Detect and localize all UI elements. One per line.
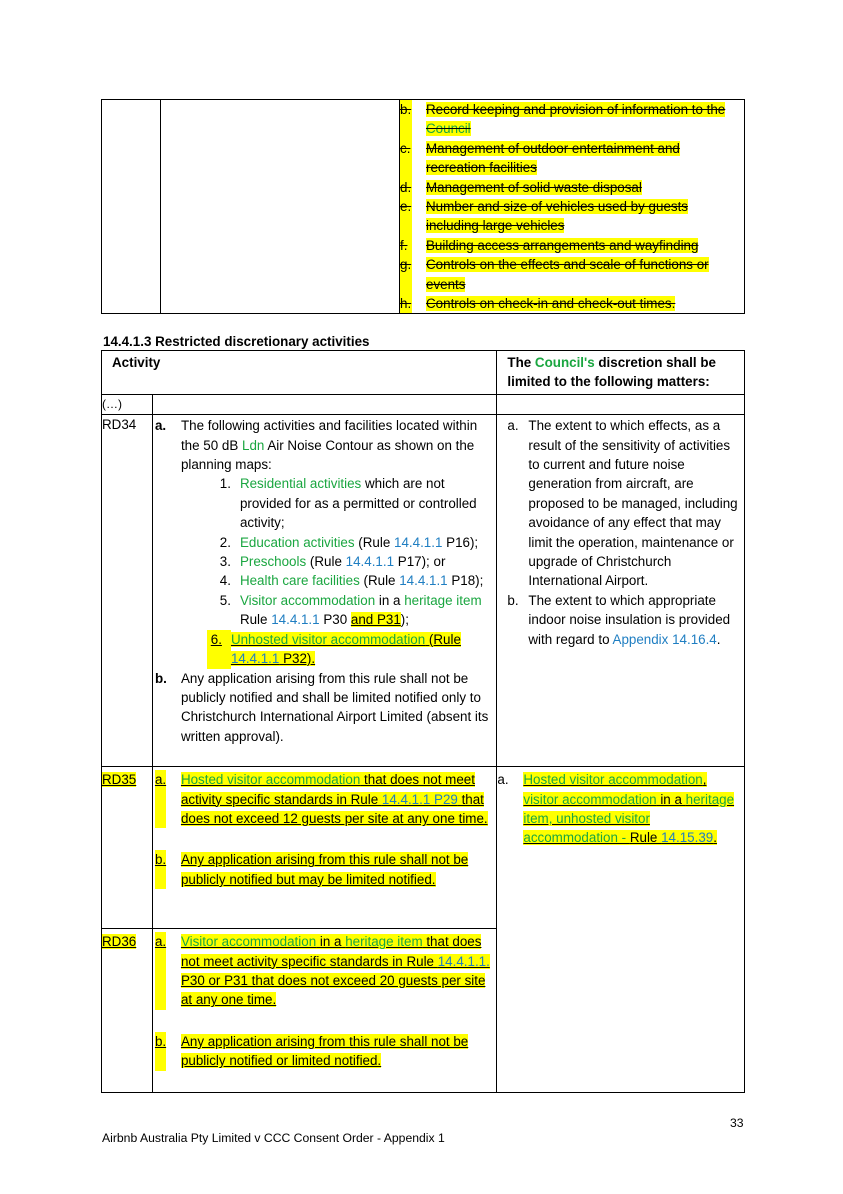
inserted-text: .: [713, 830, 717, 846]
term-ldn[interactable]: Ldn: [242, 437, 265, 453]
inserted-text: in a: [316, 934, 346, 950]
struck-item-marker: h.: [400, 294, 426, 313]
sub-text: in a: [375, 592, 405, 608]
inserted-text: Rule: [629, 830, 662, 846]
rd36-b-marker: b.: [155, 1032, 181, 1071]
header-activity-cell: [102, 351, 497, 395]
header-discretion-text: The: [507, 355, 535, 370]
top-table-activity-cell: [161, 100, 400, 314]
rd35-item-a: [155, 770, 492, 828]
term-residential-activities[interactable]: Residential activities: [239, 476, 362, 492]
sub-text: (Rule: [359, 573, 400, 589]
sub-number: 4.: [219, 573, 231, 589]
term-hosted-visitor-accommodation[interactable]: Hosted visitor accommodation: [180, 772, 361, 788]
struck-item-marker: d.: [400, 178, 426, 197]
inserted-text: ,: [702, 772, 707, 788]
struck-item-marker: f.: [400, 236, 426, 255]
term-visitor-accommodation[interactable]: Visitor accommodation: [180, 934, 317, 950]
struck-item-text: Building access arrangements and wayfinding: [426, 237, 699, 253]
term-health-care-facilities[interactable]: Health care facilities: [239, 573, 360, 589]
rd35-matters-cell: [497, 767, 745, 1093]
sub-text: P17); or: [394, 554, 446, 570]
rd34-b-text: Any application arising from this rule shall not be publicly notified and shall be limited notified only to Christchurch International Airport Limited (absent its written approval).: [180, 670, 489, 744]
rd34-sub-4: [181, 571, 492, 590]
sub-text: Rule: [239, 612, 272, 628]
struck-item: [400, 236, 734, 255]
rd36-activity-cell: [152, 929, 496, 1093]
struck-item: [400, 178, 734, 197]
rd35-item-b: [155, 850, 492, 889]
rule-link[interactable]: 14.4.1.1 P29: [381, 791, 458, 807]
sub-number: 1.: [219, 476, 231, 492]
sub-number: 6.: [181, 630, 231, 669]
header-discretion-text-2: discretion shall be limited to the following matters:: [507, 355, 716, 390]
ellipsis-cell: [102, 394, 153, 414]
rule-code: [102, 767, 153, 929]
rd34-item-a: [155, 416, 492, 474]
rd34-sub-5: [181, 591, 492, 630]
top-table: [101, 99, 745, 314]
term-council[interactable]: Council: [426, 121, 471, 137]
term-hosted-visitor-accommodation[interactable]: Hosted visitor accommodation: [523, 772, 703, 788]
rd34-matter-a: [507, 416, 738, 591]
struck-item-marker: g.: [400, 255, 426, 294]
rd34-code: RD34: [102, 417, 137, 433]
sub-text: );: [400, 612, 409, 628]
term-heritage-item[interactable]: heritage item: [404, 592, 482, 608]
struck-item: [400, 255, 734, 294]
struck-item-text: Management of outdoor entertainment and recreation facilities: [426, 140, 680, 176]
term-heritage-item[interactable]: heritage item: [345, 934, 423, 950]
matter-marker: b.: [507, 592, 519, 608]
matter-marker: a.: [507, 418, 519, 434]
rd35-activity-cell: [152, 767, 496, 929]
inserted-text: in a: [656, 791, 686, 807]
matter-text: .: [716, 631, 721, 647]
page-number: 33: [730, 1116, 744, 1130]
rd34-sub-2: [181, 533, 492, 552]
rd34-a-marker: a.: [154, 418, 167, 434]
matter-text: The extent to which appropriate indoor noise insulation is provided with regard to: [528, 592, 731, 647]
rule-link[interactable]: 14.4.1.1: [394, 534, 443, 550]
rule-link[interactable]: 14.4.1.1.: [437, 953, 490, 969]
sub-number: 2.: [219, 534, 231, 550]
struck-item: [400, 197, 734, 236]
rule-link[interactable]: 14.4.1.1: [271, 612, 320, 628]
rule-link[interactable]: 14.4.1.1: [399, 573, 448, 589]
section-heading: 14.4.1.3 Restricted discretionary activities: [103, 334, 370, 349]
term-visitor-accommodation[interactable]: visitor accommodation: [523, 791, 657, 807]
sub-text: P16);: [442, 534, 479, 550]
rd36-a-marker: a.: [155, 932, 181, 1010]
rd34-sub-6: [181, 630, 492, 669]
top-table-matters-cell: [400, 100, 745, 314]
rule-link[interactable]: 14.4.1.1: [230, 651, 280, 667]
rd36-code: RD36: [102, 934, 137, 950]
term-unhosted-visitor-accommodation[interactable]: Unhosted visitor accommodation: [230, 631, 426, 647]
matter-text: The extent to which effects, as a result of the sensitivity of activities to current and future noise generation from aircraft, are proposed to be managed, including avoidance of any effect that may limit the operation, maintenance or upgrade of Christchurch International Airport.: [528, 418, 738, 589]
rd34-activity-cell: [152, 415, 496, 767]
ellipsis-empty-cell-2: [497, 394, 745, 414]
sub-text: (Rule: [354, 534, 395, 550]
ellipsis-empty-cell: [152, 394, 496, 414]
inserted-text: that does not meet activity specific standards in Rule: [180, 934, 482, 969]
rule-link[interactable]: 14.15.39: [661, 830, 714, 846]
rd34-b-marker: b.: [154, 670, 167, 686]
main-table: [101, 350, 745, 1093]
sub-text: P18);: [447, 573, 484, 589]
inserted-text: that does not exceed 12 guests per site at any one time.: [180, 791, 488, 827]
rd35-a-marker: a.: [155, 770, 181, 828]
appendix-link[interactable]: Appendix 14.16.4: [612, 631, 717, 647]
term-heritage-item-unhosted[interactable]: heritage item, unhosted visitor accommodation -: [523, 791, 735, 846]
inserted-text: and P31: [350, 612, 401, 628]
footer-text: Airbnb Australia Pty Limited v CCC Consent Order - Appendix 1: [102, 1131, 445, 1145]
struck-item-text: Management of solid waste disposal: [426, 179, 642, 195]
term-preschools[interactable]: Preschools: [239, 554, 307, 570]
inserted-text: P32).: [279, 651, 316, 667]
rd34-matters-cell: [497, 415, 745, 767]
rd34-sub-1: [181, 474, 492, 532]
struck-item-text: Record keeping and provision of information to the: [426, 102, 726, 117]
ellipsis: (…): [102, 396, 122, 411]
rd34-sub-3: [181, 552, 492, 571]
struck-item-marker: c.: [400, 139, 426, 178]
struck-item-marker: b.: [400, 100, 426, 139]
sub-text: which are not provided for as a permitted or controlled activity;: [239, 476, 477, 531]
rd34-matter-b: [507, 591, 738, 649]
top-table-code-cell: [102, 100, 161, 314]
rd36-item-a: [155, 932, 492, 1010]
rule-code: [102, 929, 153, 1093]
top-items-list: [400, 100, 734, 313]
matter-marker: a.: [497, 772, 509, 788]
rd34-item-b: [155, 669, 492, 747]
rule-row-rd34: [102, 415, 745, 767]
struck-item: [400, 139, 734, 178]
struck-item: [400, 100, 734, 139]
rd35-code: RD35: [102, 772, 137, 788]
struck-item: [400, 294, 734, 313]
rd34-sublist: [155, 474, 492, 668]
rd36-item-b: [155, 1032, 492, 1071]
rd34-a-text-2: Air Noise Contour as shown on the planning maps:: [180, 437, 475, 473]
rd35-matter-a: [497, 770, 738, 848]
term-education-activities[interactable]: Education activities: [239, 534, 355, 550]
rule-code: [102, 415, 153, 767]
inserted-text: (Rule: [425, 631, 461, 647]
rd34-a-text: The following activities and facilities located within the 50 dB: [180, 418, 478, 453]
header-activity: Activity: [112, 355, 161, 370]
struck-item-marker: e.: [400, 197, 426, 236]
inserted-text: Any application arising from this rule shall not be publicly notified or limited notified.: [180, 1033, 469, 1069]
struck-item-text: Number and size of vehicles used by guests including large vehicles: [426, 199, 689, 234]
rd35-b-marker: b.: [155, 850, 181, 889]
inserted-text: that does not meet activity specific standards in Rule: [180, 772, 475, 807]
inserted-text: Any application arising from this rule shall not be publicly notified but may be limited notified.: [180, 852, 469, 887]
sub-number: 5.: [219, 592, 231, 608]
sub-text: (Rule: [306, 554, 346, 570]
struck-item-text: Controls on check-in and check-out times.: [426, 296, 676, 312]
header-discretion-cell: [497, 351, 745, 395]
term-council[interactable]: Council's: [534, 355, 595, 370]
term-visitor-accommodation[interactable]: Visitor accommodation: [239, 592, 376, 608]
rule-row-rd35: [102, 767, 745, 929]
sub-text: P30: [319, 612, 351, 628]
sub-number: 3.: [219, 554, 231, 570]
struck-item-text: Controls on the effects and scale of functions or events: [426, 257, 709, 292]
rule-link[interactable]: 14.4.1.1: [345, 554, 395, 570]
inserted-text: P30 or P31 that does not exceed 20 guests per site at any one time.: [180, 973, 486, 1008]
